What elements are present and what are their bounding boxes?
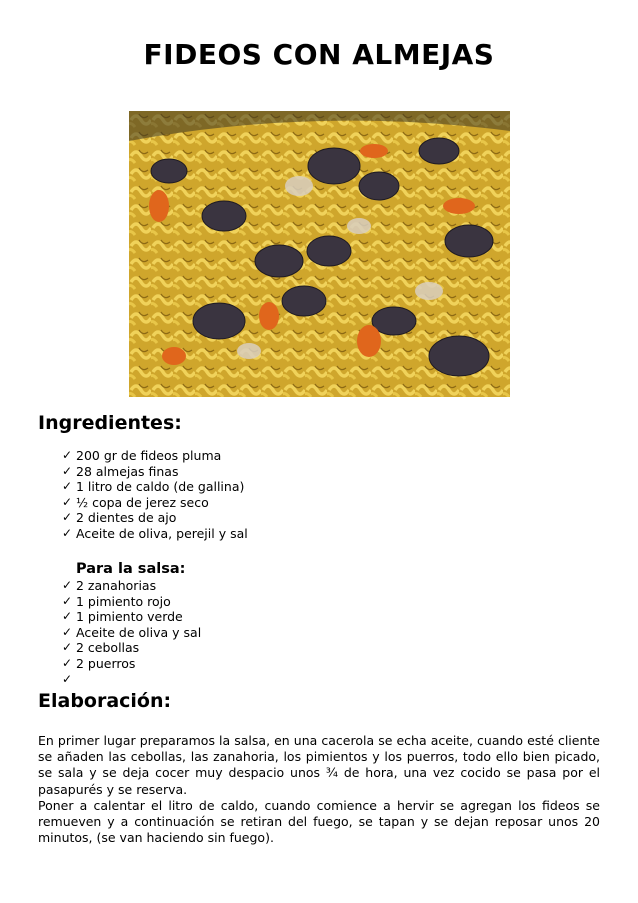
checkmark-icon: ✓ <box>62 494 73 509</box>
preparation-text <box>38 733 600 846</box>
list-item: ✓ 2 dientes de ajo <box>62 510 177 526</box>
sauce-list <box>62 578 202 686</box>
checkmark-icon: ✓ <box>62 609 73 624</box>
ingredients-heading: Ingredientes: <box>38 412 182 434</box>
checkmark-icon: ✓ <box>62 671 73 686</box>
list-item: ✓ Aceite de oliva, perejil y sal <box>62 525 248 541</box>
sauce-heading: Para la salsa: <box>76 561 186 577</box>
checkmark-icon: ✓ <box>62 640 73 655</box>
paragraph: En primer lugar preparamos la salsa, en una cacerola se echa aceite, cuando esté cliente se añaden las cebollas, las zanahoria, los pimientos y los puerros, todo ello bien picado, se sala y se deja cocer muy despacio unos ¾ de hora, una vez cocido se pasa por el pasapurés y se reserva. <box>38 733 600 797</box>
list-item: ✓ 200 gr de fideos pluma <box>62 448 222 463</box>
ingredients-list <box>62 448 248 542</box>
page-title: FIDEOS CON ALMEJAS <box>143 38 495 71</box>
checkmark-icon: ✓ <box>62 578 73 592</box>
list-item: ✓ Aceite de oliva y sal <box>62 624 202 640</box>
checkmark-icon: ✓ <box>62 593 73 608</box>
list-item: ✓ 2 puerros <box>62 655 136 671</box>
list-item: ✓ 1 pimiento rojo <box>62 593 171 609</box>
preparation-heading: Elaboración: <box>38 690 172 712</box>
paragraph: Poner a calentar el litro de caldo, cuando comience a hervir se agregan los fideos se remueven y a continuación se retiran del fuego, se tapan y se dejan reposar unos 20 minutos, (se van haciendo sin fuego). <box>38 797 600 846</box>
checkmark-icon: ✓ <box>62 448 73 462</box>
list-item: ✓ 1 pimiento verde <box>62 609 183 625</box>
checkmark-icon: ✓ <box>62 510 73 525</box>
list-item: ✓ 1 litro de caldo (de gallina) <box>62 479 245 495</box>
checkmark-icon: ✓ <box>62 655 73 670</box>
checkmark-icon: ✓ <box>62 479 73 494</box>
list-item: ✓ 28 almejas finas <box>62 463 179 479</box>
list-item: ✓ 2 cebollas <box>62 640 140 656</box>
list-item: ✓ 2 zanahorias <box>62 578 157 593</box>
checkmark-icon: ✓ <box>62 624 73 639</box>
checkmark-icon: ✓ <box>62 463 73 478</box>
checkmark-icon: ✓ <box>62 525 73 540</box>
list-item: ✓ ½ copa de jerez seco <box>62 494 209 510</box>
dish-photo <box>129 111 510 397</box>
